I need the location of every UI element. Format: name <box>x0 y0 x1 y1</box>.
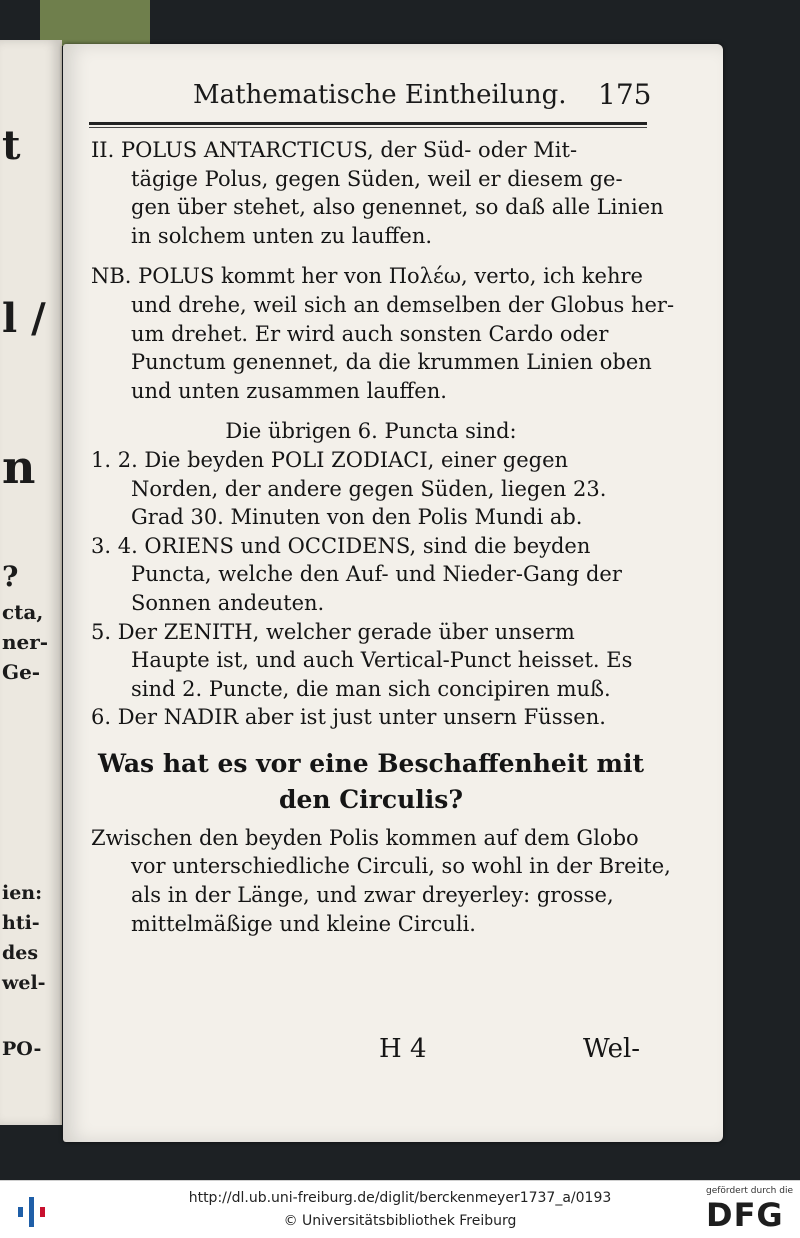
prev-page-fragment: des <box>2 942 39 964</box>
text-line: gen über stehet, also genennet, so daß alle Linien <box>131 195 664 220</box>
text-line: Sonnen andeuten. <box>131 590 325 615</box>
prev-page-fragment: wel- <box>2 972 46 994</box>
viewer-footer <box>0 1180 800 1238</box>
text-line: Punctum genennet, da die krummen Linien oben <box>131 350 652 375</box>
permalink-url[interactable]: http://dl.ub.uni-freiburg.de/diglit/berckenmeyer1737_a/0193 <box>188 1190 612 1206</box>
header-rule <box>89 122 647 125</box>
text-line: als in der Länge, und zwar dreyerley: grosse, <box>131 883 614 908</box>
text-line: um drehet. Er wird auch sonsten Cardo oder <box>131 321 609 346</box>
prev-page-fragment: n <box>2 440 36 494</box>
text-line: 3. 4. ORIENS und OCCIDENS, sind die beyden <box>91 533 591 558</box>
page-body <box>91 136 675 938</box>
prev-page-fragment: Ge- <box>2 660 41 684</box>
text-line: NB. POLUS kommt her von Πολέω, verto, ich kehre <box>91 264 643 289</box>
text-line: sind 2. Puncte, die man sich concipiren muß. <box>131 676 611 701</box>
text-line: Puncta, welche den Auf- und Nieder-Gang der <box>131 562 622 587</box>
header-rule-thin <box>89 127 647 128</box>
text-line: Norden, der andere gegen Süden, liegen 23. <box>131 476 607 501</box>
previous-page-edge <box>0 40 62 1125</box>
prev-page-fragment: cta, <box>2 600 44 624</box>
text-line: Grad 30. Minuten von den Polis Mundi ab. <box>131 505 583 530</box>
prev-page-fragment: ner- <box>2 630 49 654</box>
book-page <box>63 44 723 1142</box>
text-line: Zwischen den beyden Polis kommen auf dem Globo <box>91 825 639 850</box>
dfg-logo: DFG <box>706 1196 784 1234</box>
prev-page-fragment: ? <box>2 560 19 593</box>
text-line: tägige Polus, gegen Süden, weil er diesem ge- <box>131 166 623 191</box>
page-number: 175 <box>598 78 652 111</box>
text-line: und unten zusammen lauffen. <box>131 378 447 403</box>
prev-page-fragment: t <box>2 122 21 169</box>
text-line: 5. Der ZENITH, welcher gerade über unserm <box>91 619 575 644</box>
body-lines <box>91 136 675 732</box>
text-line <box>91 405 651 417</box>
prev-page-fragment: PO- <box>2 1038 42 1060</box>
dfg-tagline: gefördert durch die <box>706 1186 793 1196</box>
running-head: Mathematische Eintheilung. <box>193 80 567 110</box>
text-line <box>91 250 651 262</box>
text-line: 6. Der NADIR aber ist just unter unsern Füssen. <box>91 705 606 730</box>
text-line: 1. 2. Die beyden POLI ZODIACI, einer gegen <box>91 447 569 472</box>
heading-line: Was hat es vor eine Beschaffenheit mit <box>97 748 645 778</box>
catchword: Wel- <box>583 1034 641 1064</box>
prev-page-fragment: ien: <box>2 882 43 904</box>
text-line: und drehe, weil sich an demselben der Globus her- <box>131 292 675 317</box>
section-heading <box>91 746 651 818</box>
prev-page-fragment: hti- <box>2 912 40 934</box>
text-line: Haupte ist, und auch Vertical-Punct heisset. Es <box>131 648 633 673</box>
copyright-notice: © Universitätsbibliothek Freiburg <box>283 1213 517 1229</box>
text-line: vor unterschiedliche Circuli, so wohl in der Breite, <box>131 854 671 879</box>
heading-line: den Circulis? <box>279 784 463 814</box>
text-line: II. POLUS ANTARCTICUS, der Süd- oder Mit- <box>91 138 578 162</box>
prev-page-fragment: l / <box>2 295 46 342</box>
answer-paragraph <box>91 824 671 938</box>
text-line: in solchem unten zu lauffen. <box>131 223 433 248</box>
signature-mark: H 4 <box>379 1034 427 1064</box>
text-line: Die übrigen 6. Puncta sind: <box>225 419 517 444</box>
text-line: mittelmäßige und kleine Circuli. <box>131 911 476 936</box>
